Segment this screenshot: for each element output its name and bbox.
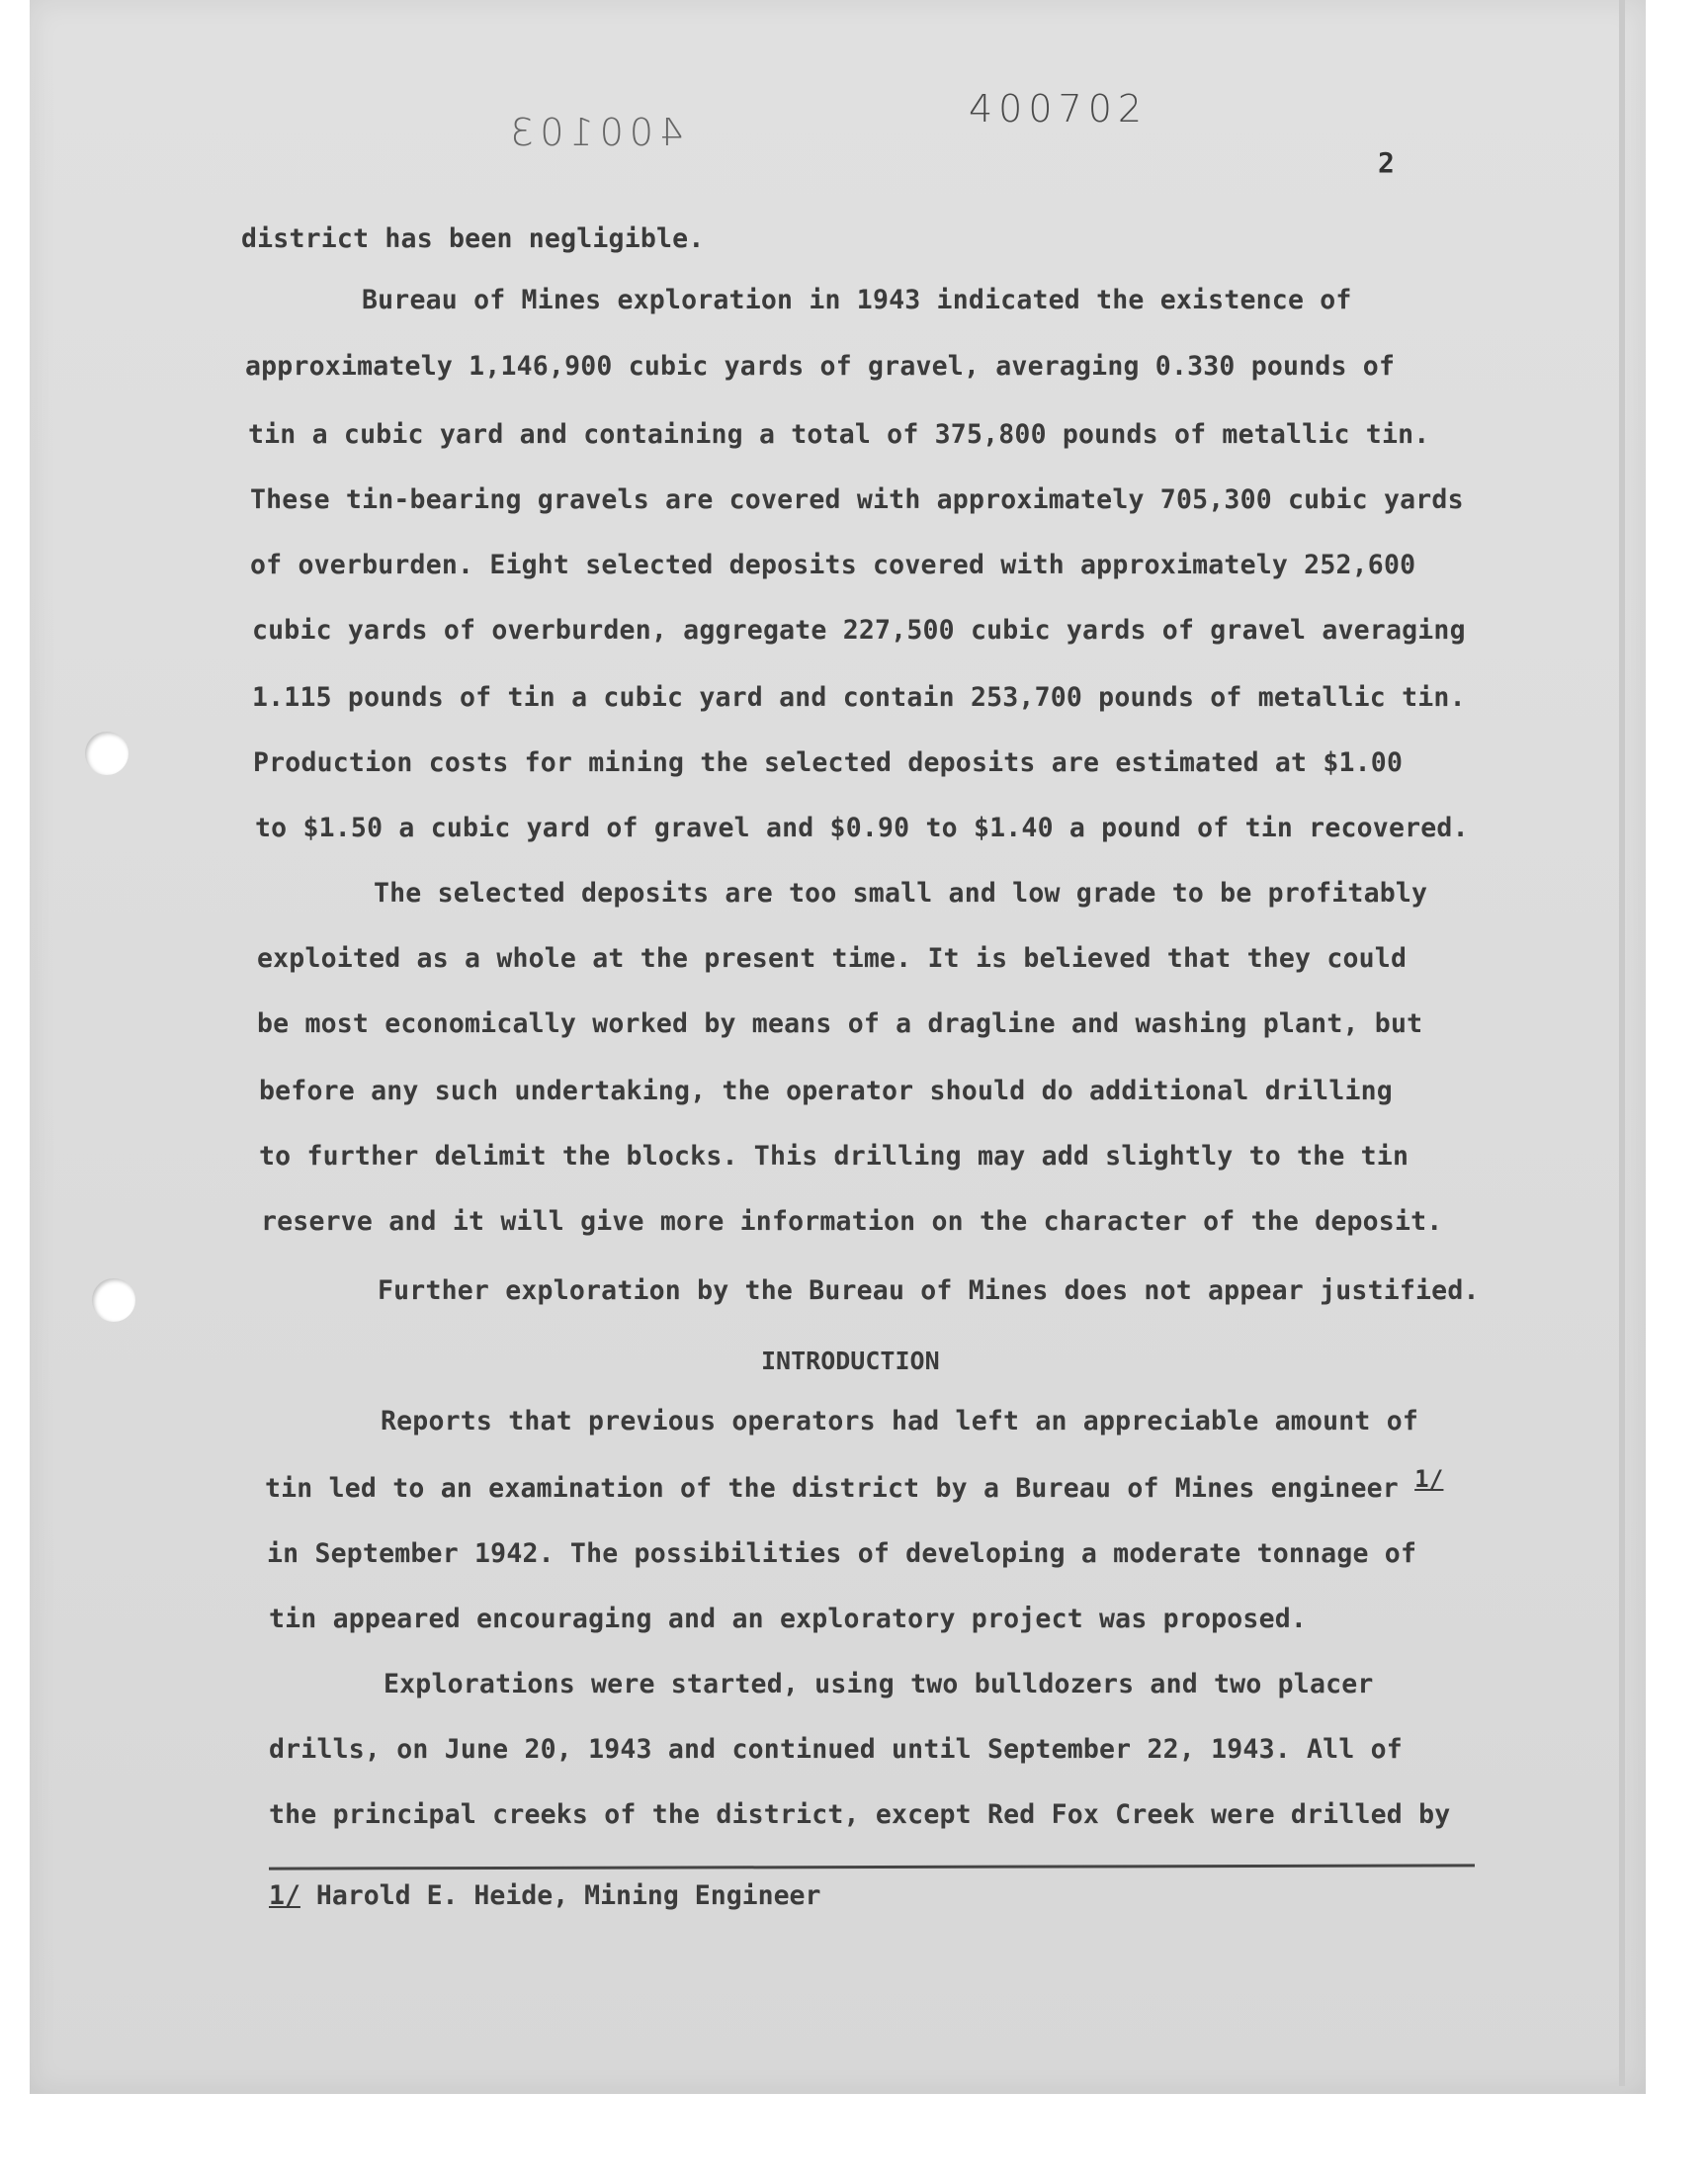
page-number: 2 <box>1378 146 1395 179</box>
text-line: district has been negligible. <box>241 223 705 254</box>
text-line: the principal creeks of the district, except Red Fox Creek were drilled by <box>269 1799 1451 1830</box>
punch-hole-upper <box>85 732 128 775</box>
text-line: of overburden. Eight selected deposits covered with approximately 252,600 <box>250 550 1416 580</box>
text-line: in September 1942. The possibilities of developing a moderate tonnage of <box>267 1538 1417 1569</box>
text-line: tin a cubic yard and containing a total of 375,800 pounds of metallic tin. <box>248 419 1430 450</box>
text-line-content: tin led to an examination of the district by a Bureau of Mines engineer <box>265 1473 1399 1504</box>
footnote <box>269 1880 820 1911</box>
stamp-number: 400702 <box>969 87 1149 130</box>
text-line: Explorations were started, using two bulldozers and two placer <box>384 1669 1374 1699</box>
text-line: These tin-bearing gravels are covered with approximately 705,300 cubic yards <box>250 484 1464 515</box>
text-line: approximately 1,146,900 cubic yards of gravel, averaging 0.330 pounds of <box>245 351 1396 382</box>
text-line: be most economically worked by means of a dragline and washing plant, but <box>257 1008 1423 1039</box>
text-line: before any such undertaking, the operator should do additional drilling <box>259 1076 1393 1106</box>
text-line: reserve and it will give more information on the character of the deposit. <box>261 1206 1443 1237</box>
text-line: exploited as a whole at the present time. It is believed that they could <box>257 943 1408 974</box>
stamp-number-mirrored: 400103 <box>504 111 684 154</box>
footnote-reference: 1/ <box>1414 1465 1444 1493</box>
text-line: 1.115 pounds of tin a cubic yard and contain 253,700 pounds of metallic tin. <box>252 682 1466 713</box>
text-line: Further exploration by the Bureau of Mines does not appear justified. <box>378 1275 1480 1306</box>
text-line: to further delimit the blocks. This drilling may add slightly to the tin <box>259 1141 1409 1172</box>
text-line: The selected deposits are too small and low grade to be profitably <box>374 878 1428 909</box>
text-line: to $1.50 a cubic yard of gravel and $0.90 to $1.40 a pound of tin recovered. <box>255 813 1469 843</box>
footnote-marker: 1/ <box>269 1880 300 1911</box>
text-line <box>265 1465 1444 1504</box>
text-line: Reports that previous operators had left an appreciable amount of <box>381 1406 1419 1436</box>
section-heading: INTRODUCTION <box>761 1347 940 1375</box>
paper-edge <box>1619 0 1625 2086</box>
footnote-text: Harold E. Heide, Mining Engineer <box>315 1880 821 1911</box>
punch-hole-lower <box>92 1278 135 1322</box>
text-line: cubic yards of overburden, aggregate 227,500 cubic yards of gravel averaging <box>252 615 1466 646</box>
text-line: drills, on June 20, 1943 and continued until September 22, 1943. All of <box>269 1734 1403 1765</box>
text-line: Production costs for mining the selected deposits are estimated at $1.00 <box>253 747 1404 778</box>
text-line: tin appeared encouraging and an exploratory project was proposed. <box>269 1604 1308 1634</box>
text-line: Bureau of Mines exploration in 1943 indicated the existence of <box>362 285 1352 315</box>
